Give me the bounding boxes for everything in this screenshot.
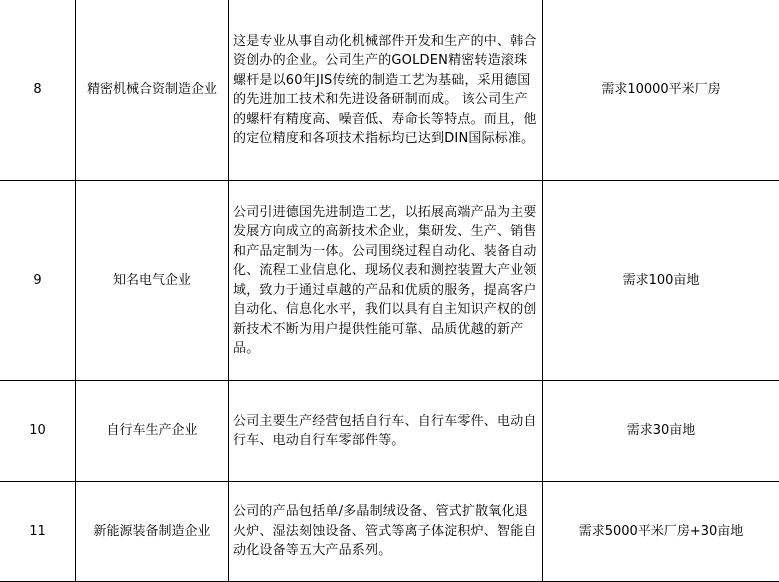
table-row bbox=[0, 381, 779, 482]
row-number: 9 bbox=[0, 181, 76, 381]
land-requirement: 需求100亩地 bbox=[543, 181, 779, 381]
land-requirement: 需求30亩地 bbox=[543, 381, 779, 482]
table-row bbox=[0, 181, 779, 381]
enterprise-name: 精密机械合资制造企业 bbox=[76, 0, 229, 181]
row-number: 8 bbox=[0, 0, 76, 181]
row-number: 11 bbox=[0, 482, 76, 582]
land-requirement: 需求10000平米厂房 bbox=[543, 0, 779, 181]
enterprise-description: 公司的产品包括单/多晶制绒设备、管式扩散氧化退火炉、湿法刻蚀设备、管式等离子体淀积炉、智能自动化设备等五大产品系列。 bbox=[229, 482, 543, 582]
enterprise-name: 知名电气企业 bbox=[76, 181, 229, 381]
land-requirement: 需求5000平米厂房+30亩地 bbox=[543, 482, 779, 582]
row-number: 10 bbox=[0, 381, 76, 482]
enterprise-description: 这是专业从事自动化机械部件开发和生产的中、韩合资创办的企业。公司生产的GOLDEN精密转造滚珠螺杆是以60年JIS传统的制造工艺为基础，采用德国的先进加工技术和先进设备研制而成。 该公司生产的螺杆有精度高、噪音低、寿命长等特点。而且，他的定位精度和各项技术指标均已达到DIN国际标准。 bbox=[229, 0, 543, 181]
table-row bbox=[0, 0, 779, 181]
enterprise-name: 新能源装备制造企业 bbox=[76, 482, 229, 582]
enterprise-description: 公司主要生产经营包括自行车、自行车零件、电动自行车、电动自行车零部件等。 bbox=[229, 381, 543, 482]
enterprise-name: 自行车生产企业 bbox=[76, 381, 229, 482]
enterprise-description: 公司引进德国先进制造工艺，以拓展高端产品为主要发展方向成立的高新技术企业，集研发、生产、销售和产品定制为一体。公司围绕过程自动化、装备自动化、流程工业信息化、现场仪表和测控装置大产业领域，致力于通过卓越的产品和优质的服务，提高客户自动化、信息化水平，我们以具有自主知识产权的创新技术不断为用户提供性能可靠、品质优越的新产品。 bbox=[229, 181, 543, 381]
table-row bbox=[0, 482, 779, 582]
